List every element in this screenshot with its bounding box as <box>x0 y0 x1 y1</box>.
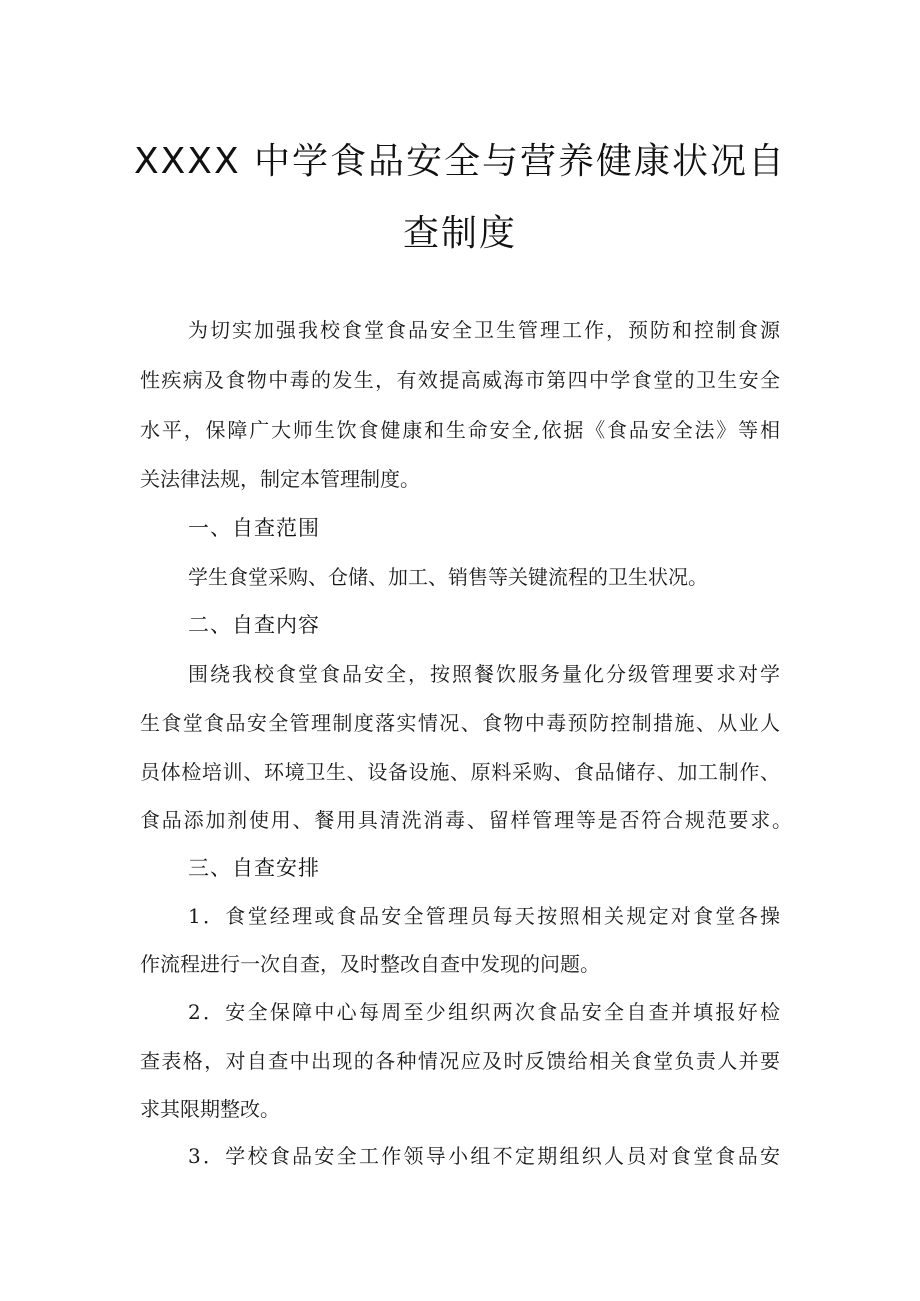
document-page: XXXX 中学食品安全与营养健康状况自 查制度 为切实加强我校食堂食品安全卫生管理工作，预防和控制食源 性疾病及食物中毒的发生，有效提高威海市第四中学食堂的卫生安全 水平，保障广大师生饮食健康和生命安全,依据《食品安全法》等相 关法律法规，制定本管理制度。 一、自查范围 学生食堂采购、仓储、加工、销售等关键流程的卫生状况。 二、自查内容 围绕我校食堂食品安全，按照餐饮服务量化分级管理要求对学 生食堂食品安全管理制度落实情况、食物中毒预防控制措施、从业人 员体检培训、环境卫生、设备设施、原料采购、食品储存、加工制作、 食品添加剂使用、餐用具清洗消毒、留样管理等是否符合规范要求。 三、自查安排 1．食堂经理或食品安全管理员每天按照相关规定对食堂各操 作流程进行一次自查，及时整改自查中发现的问题。 2．安全保障中心每周至少组织两次食品安全自查并填报好检 查表格，对自查中出现的各种情况应及时反馈给相关食堂负责人并要 求其限期整改。 3．学校食品安全工作领导小组不定期组织人员对食堂食品安 <box>0 0 920 1301</box>
document-title-line-2: 查制度 <box>402 213 517 254</box>
section-heading-arrangement: 三、自查安排 <box>188 856 320 880</box>
document-title-line-1: XXXX 中学食品安全与营养健康状况自 <box>133 141 787 182</box>
section-heading-scope: 一、自查范围 <box>188 516 320 540</box>
section-heading-content: 二、自查内容 <box>188 613 320 637</box>
